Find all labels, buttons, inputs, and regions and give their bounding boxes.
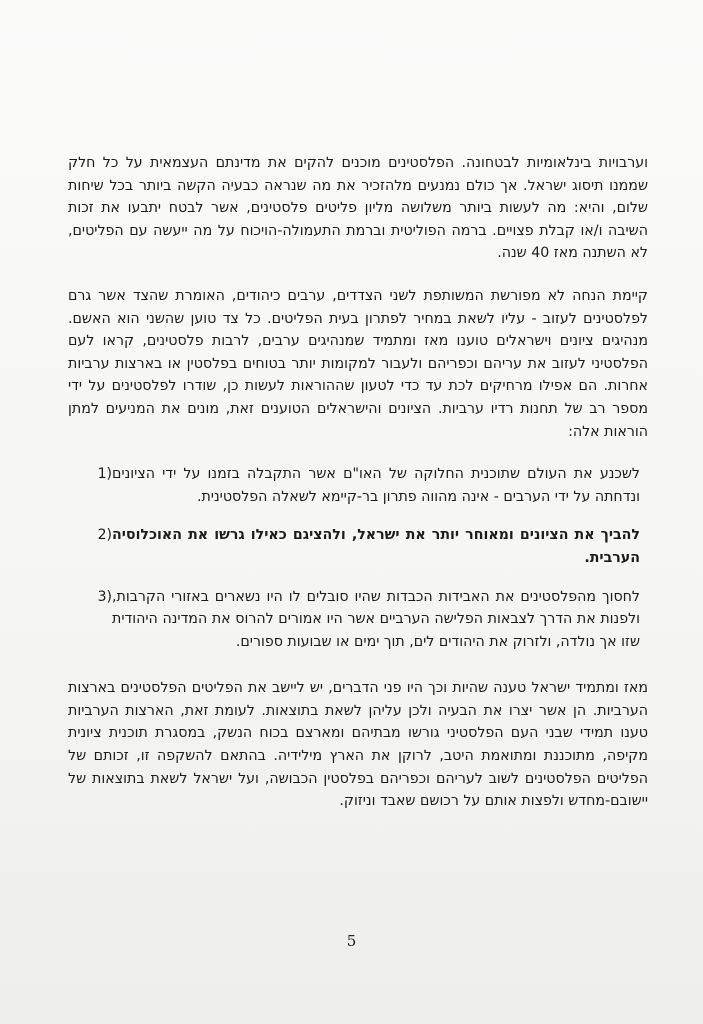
list-item-text: לשכנע את העולם שתוכנית החלוקה של האו"ם אשר התקבלה בזמנו על ידי הציונים ונדחתה על ידי הערבים - אינה מהווה פתרון בר-קיימא לשאלה הפלסטינית. bbox=[112, 466, 640, 505]
page-body bbox=[68, 152, 648, 833]
list-item-3 bbox=[68, 586, 648, 654]
paragraph-3: מאז ומתמיד ישראל טענה שהיות וכך היו פני הדברים, יש ליישב את הפליטים הפלסטינים בארצות הערביות. הן אשר יצרו את הבעיה ולכן עליהן לשאת בתוצאות. לעומת זאת, הארצות הערביות טענו תמידי שבני העם הפלסטיני גורשו מבתיהם ומארצם בכוח הנשק, במסגרת תוכנית ציונית מקיפה, מתוכננת ומתואמת היטב, לרוקן את הארץ מילידיה. בהתאם להשקפה זו, זכותם של הפליטים הפלסטינים לשוב לעריהם וכפריהם בפלסטין הכבושה, ועל ישראל לשאת בתוצאות של יישובם-מחדש ולפצות אותם על רכושם שאבד וניזוק. bbox=[68, 680, 648, 810]
list-item-2 bbox=[68, 524, 648, 569]
list-item-text: להביך את הציונים ומאוחר יותר את ישראל, ולהציגם כאילו גרשו את האוכלוסיה הערבית. bbox=[112, 527, 640, 566]
list-item-number: 1) bbox=[97, 466, 112, 483]
list-item-1 bbox=[68, 463, 648, 508]
numbered-list bbox=[68, 463, 648, 653]
list-item-number: 3) bbox=[97, 588, 112, 605]
list-item-text: לחסוך מהפלסטינים את האבידות הכבדות שהיו סובלים לו היו נשארים באזורי הקרבות, ולפנות את הדרך לצבאות הפלישה הערביים אשר היו אמורים להרוס את המדינה היהודית שזו אך נולדה, ולזרוק את היהודים לים, תוך ימים או שבועות ספורים. bbox=[112, 588, 640, 650]
paragraph-1: וערבויות בינלאומיות לבטחונה. הפלסטינים מוכנים להקים את מדינתם העצמאית על כל חלק שממנו תיסוג ישראל. אך כולם נמנעים מלהזכיר את מה שנראה כבעיה הקשה ביותר בכל שיחות שלום, והיא: מה לעשות ביותר משלושה מליון פליטים פלסטינים, אשר לבטח יתבעו את זכות השיבה ו/או קבלת פצויים. ברמה הפוליטית וברמת התעמולה-הויכוח על מה ייעשה עם הפליטים, לא השתנה מאז 40 שנה. bbox=[68, 155, 648, 262]
list-item-number: 2) bbox=[97, 527, 112, 544]
page-number: 5 bbox=[346, 932, 357, 950]
paragraph-2: קיימת הנחה לא מפורשת המשותפת לשני הצדדים, ערבים כיהודים, האומרת שהצד אשר גרם לפלסטינים לעזוב - עליו לשאת במחיר לפתרון בעית הפליטים. כל צד טוען שהשני הוא האשם. מנהיגים ציונים וישראלים טוענו מאז ומתמיד שמנהיגים ערבים, לרבות פלסטינים, קראו לעם הפלסטיני לעזוב את עריהם וכפריהם ולעבור למקומות יותר בטוחים בפלסטין או בארצות ערביות אחרות. הם אפילו מרחיקים לכת עד כדי לטעון שההוראות לעשות כן, שודרו לפלסטינים על ידי מספר רב של תחנות רדיו ערביות. הציונים והישראלים הטוענים זאת, מונים את המניעים למתן הוראות אלה: bbox=[68, 287, 648, 440]
